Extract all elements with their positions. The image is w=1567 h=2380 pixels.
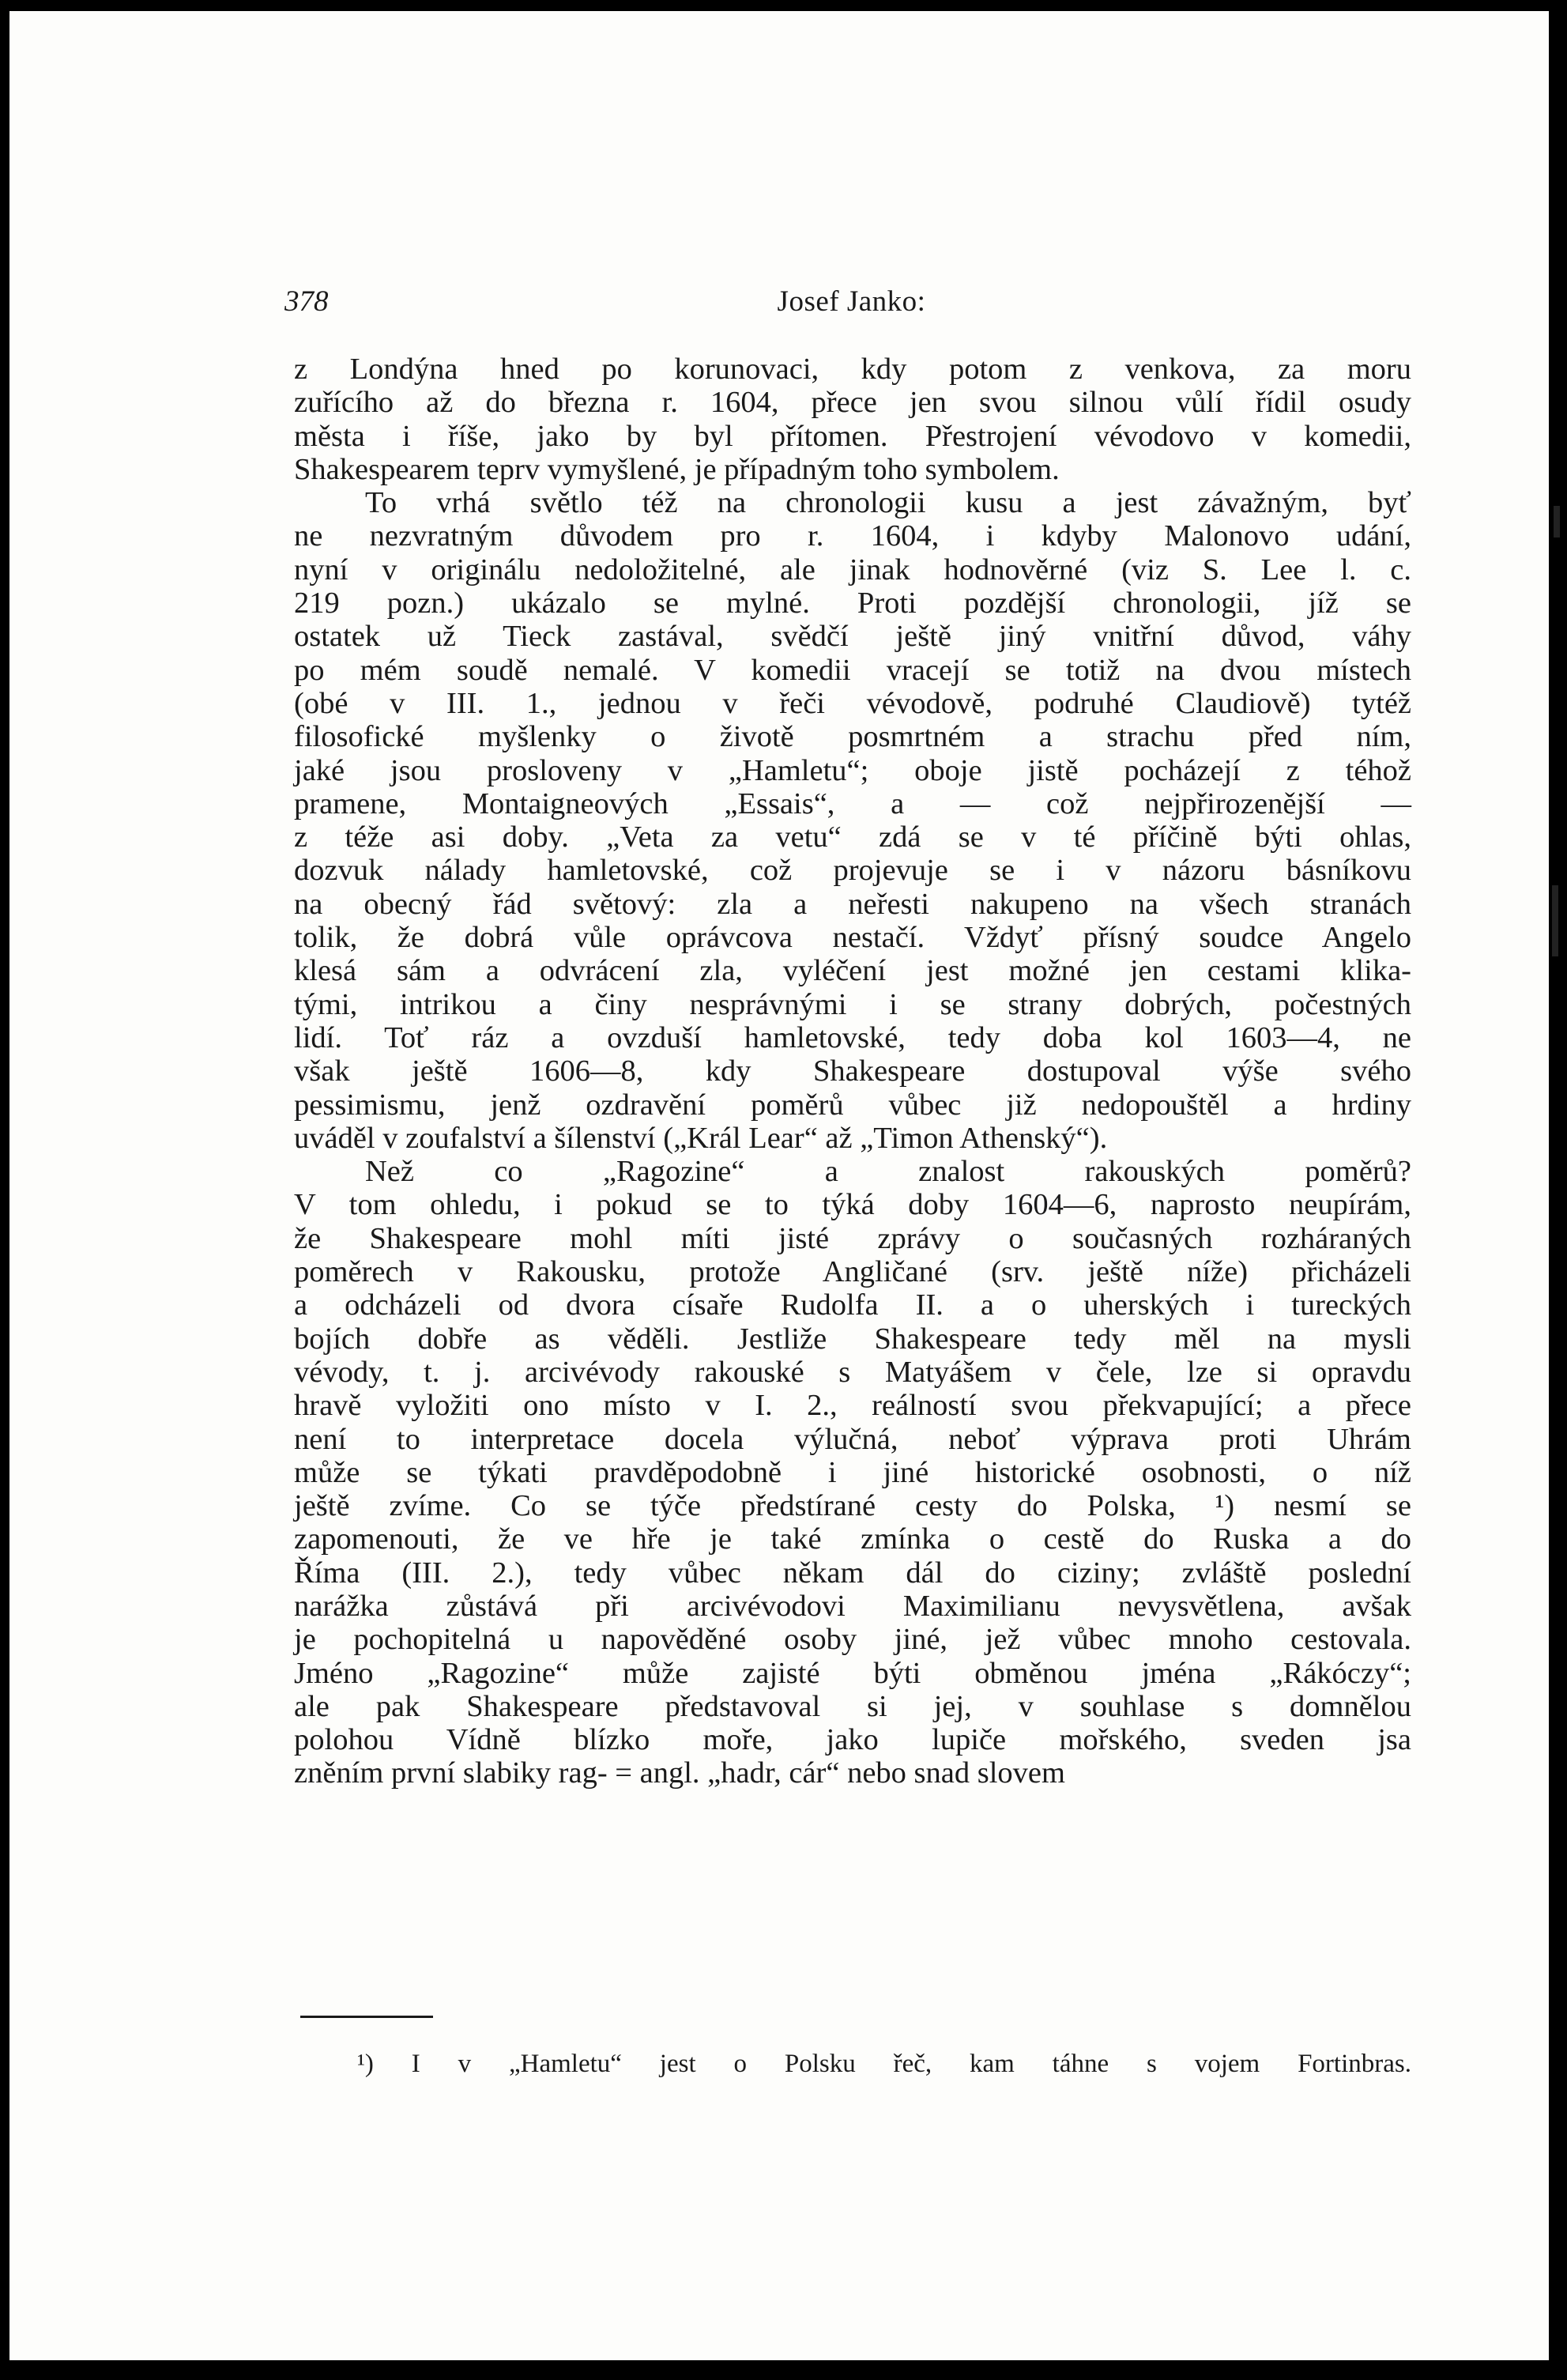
text-line: ostatek už Tieck zastával, svědčí ještě jiný vnitřní důvod, váhy — [294, 620, 1411, 654]
text-line: 219 pozn.) ukázalo se mylné. Proti pozdější chronologii, jíž se — [294, 587, 1411, 620]
running-head: Josef Janko: — [777, 285, 926, 318]
text-line: však ještě 1606—8, kdy Shakespeare dostupoval výše svého — [294, 1054, 1411, 1088]
page-number: 378 — [284, 285, 329, 318]
footnote: ¹) I v „Hamletu“ jest o Polsku řeč, kam táhne s vojem Fortinbras. — [357, 2050, 1411, 2078]
text-line: zuřícího až do března r. 1604, přece jen svou silnou vůlí řídil osudy — [294, 386, 1411, 420]
text-line: Než co „Ragozine“ a znalost rakouských poměrů? — [365, 1155, 1411, 1189]
text-line: pramene, Montaigneových „Essais“, a — což nejpřirozenější — — [294, 786, 1411, 820]
text-line: V tom ohledu, i pokud se to týká doby 1604—6, naprosto neupírám, — [294, 1188, 1411, 1222]
book-page — [9, 11, 1549, 2360]
text-line: je pochopitelná u napověděné osoby jiné, jež vůbec mnoho cestovala. — [294, 1623, 1411, 1657]
text-line: a odcházeli od dvora císaře Rudolfa II. a o uherských i tureckých — [294, 1288, 1411, 1322]
text-line: dozvuk nálady hamletovské, což projevuje se i v názoru básníkovu — [294, 854, 1411, 888]
footnote-rule — [300, 2016, 433, 2018]
text-line: (obé v III. 1., jednou v řeči vévodově, podruhé Claudiově) tytéž — [294, 686, 1411, 720]
text-line: zapomenouti, že ve hře je také zmínka o cestě do Ruska a do — [294, 1522, 1411, 1556]
text-line: ještě zvíme. Co se týče předstírané cesty do Polska, ¹) nesmí se — [294, 1489, 1411, 1523]
text-line: tolik, že dobrá vůle oprávcova nestačí. Vždyť přísný soudce Angelo — [294, 921, 1411, 955]
text-line: ale pak Shakespeare představoval si jej, v souhlase s domnělou — [294, 1689, 1411, 1723]
text-line: uváděl v zoufalství a šílenství („Král Lear“ až „Timon Athenský“). — [294, 1121, 1108, 1155]
text-line: tými, intrikou a činy nesprávnými i se strany dobrých, počestných — [294, 987, 1411, 1021]
scan-edge-mark — [1552, 885, 1558, 956]
text-line: z Londýna hned po korunovaci, kdy potom z venkova, za moru — [294, 353, 1411, 386]
text-line: poměrech v Rakousku, protože Angličané (srv. ještě níže) přicházeli — [294, 1255, 1411, 1289]
text-line: z téže asi doby. „Veta za vetu“ zdá se v té příčině býti ohlas, — [294, 820, 1411, 854]
text-line: pessimismu, jenž ozdravění poměrů vůbec již nedopouštěl a hrdiny — [294, 1088, 1411, 1122]
text-line: města i říše, jako by byl přítomen. Přestrojení vévodovo v komedii, — [294, 419, 1411, 453]
text-line: vévody, t. j. arcivévody rakouské s Matyášem v čele, lze si opravdu — [294, 1355, 1411, 1389]
text-line: Říma (III. 2.), tedy vůbec někam dál do ciziny; zvláště poslední — [294, 1556, 1411, 1590]
text-line: po mém soudě nemalé. V komedii vracejí se totiž na dvou místech — [294, 653, 1411, 687]
text-line: hravě vyložiti ono místo v I. 2., reálností svou překvapující; a přece — [294, 1389, 1411, 1423]
body-text — [294, 353, 1411, 1790]
text-line: lidí. Toť ráz a ovzduší hamletovské, tedy doba kol 1603—4, ne — [294, 1020, 1411, 1054]
text-line: klesá sám a odvrácení zla, vyléčení jest možné jen cestami klika- — [294, 954, 1411, 988]
text-line: jaké jsou prosloveny v „Hamletu“; oboje jistě pocházejí z téhož — [294, 753, 1411, 787]
text-line: nyní v originálu nedoložitelné, ale jinak hodnověrné (viz S. Lee l. c. — [294, 553, 1411, 587]
text-line: To vrhá světlo též na chronologii kusu a jest závažným, byť — [365, 486, 1411, 520]
text-line: na obecný řád světový: zla a neřesti nakupeno na všech stranách — [294, 887, 1411, 921]
text-line: polohou Vídně blízko moře, jako lupiče mořského, sveden jsa — [294, 1723, 1411, 1757]
text-line: ne nezvratným důvodem pro r. 1604, i kdyby Malonovo udání, — [294, 519, 1411, 553]
text-line: filosofické myšlenky o životě posmrtném a strachu před ním, — [294, 720, 1411, 754]
text-line: že Shakespeare mohl míti jisté zprávy o současných rozháraných — [294, 1221, 1411, 1255]
text-line: zněním první slabiky rag- = angl. „hadr, cár“ nebo snad slovem — [294, 1756, 1065, 1790]
text-line: bojích dobře as věděli. Jestliže Shakespeare tedy měl na mysli — [294, 1322, 1411, 1356]
page-header — [284, 285, 1418, 324]
text-line: není to interpretace docela výlučná, neboť výprava proti Uhrám — [294, 1422, 1411, 1456]
text-line: Jméno „Ragozine“ může zajisté býti obměnou jména „Rákóczy“; — [294, 1656, 1411, 1690]
text-line: Shakespearem teprv vymyšlené, je případným toho symbolem. — [294, 452, 1060, 486]
text-line: může se týkati pravděpodobně i jiné historické osobnosti, o níž — [294, 1455, 1411, 1489]
text-line: narážka zůstává při arcivévodovi Maximilianu nevysvětlena, avšak — [294, 1589, 1411, 1623]
scan-edge-mark — [1554, 506, 1560, 537]
